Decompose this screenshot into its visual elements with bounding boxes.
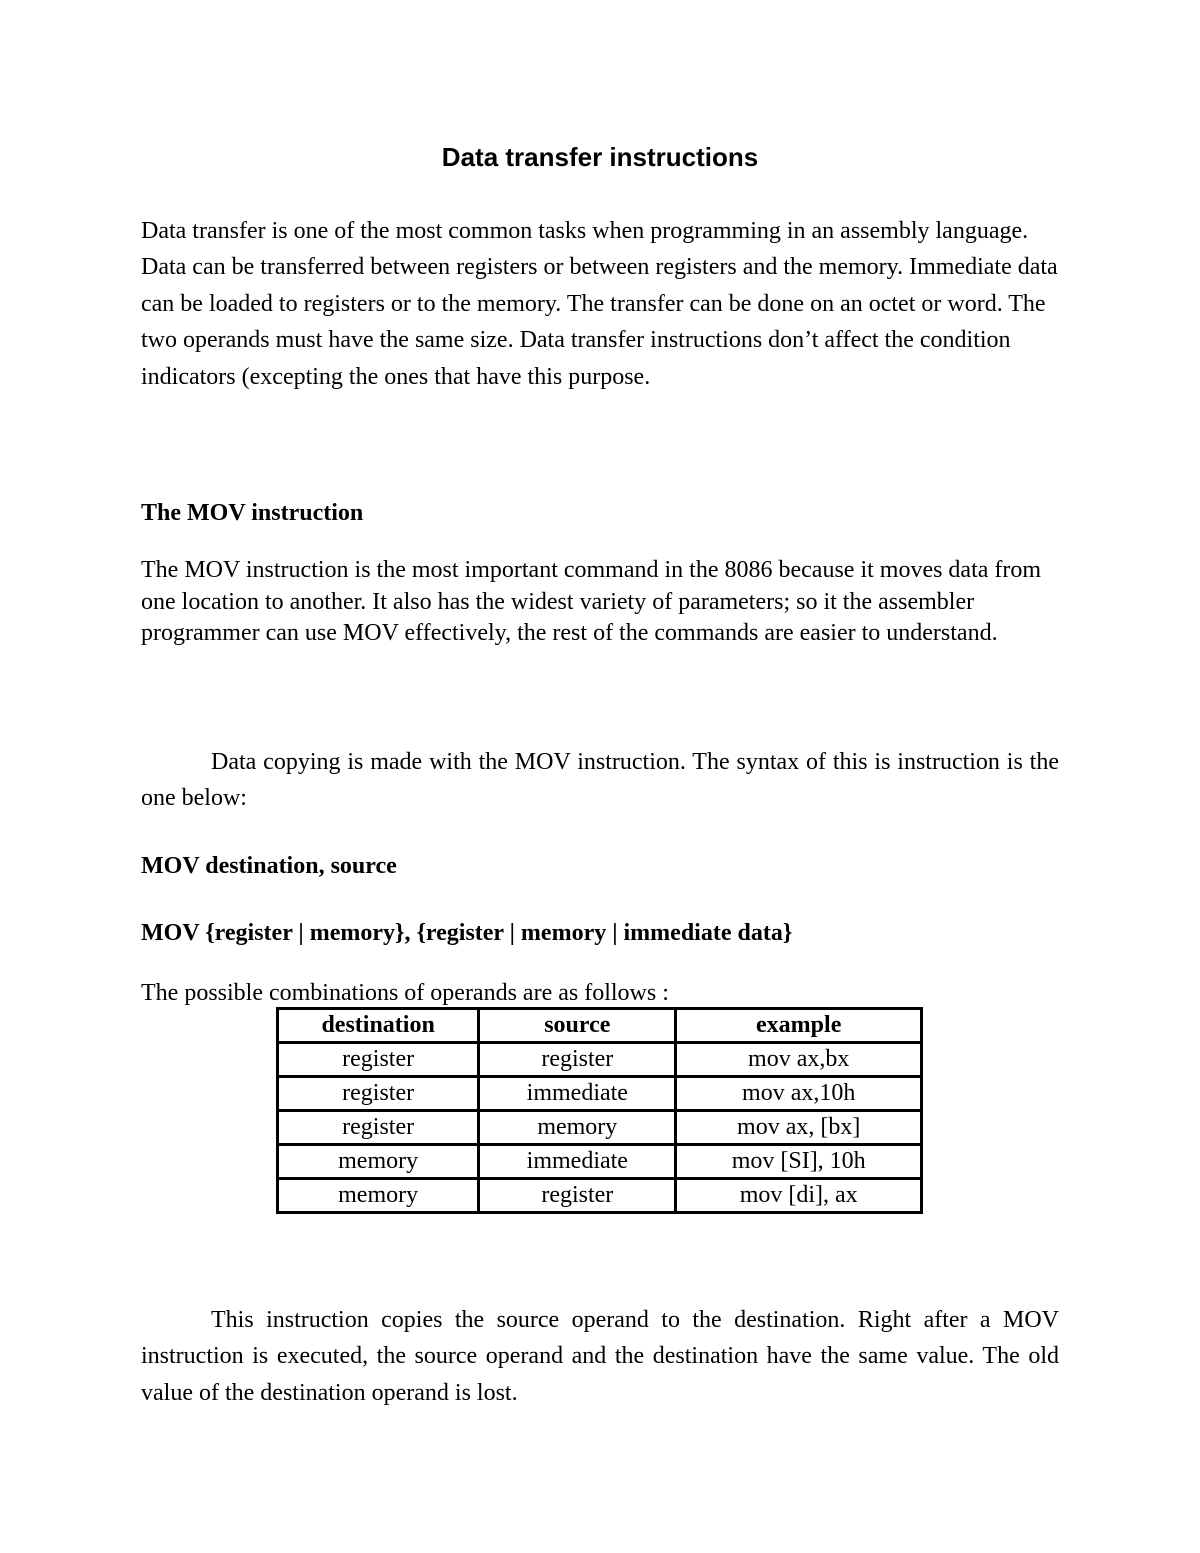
- header-source: source: [479, 1009, 676, 1043]
- mov-section-heading: The MOV instruction: [141, 500, 364, 526]
- cell-example: mov ax,bx: [676, 1043, 922, 1077]
- syntax-line-detailed: MOV {register | memory}, {register | memory | immediate data}: [141, 920, 793, 946]
- cell-destination: memory: [278, 1179, 479, 1213]
- table-intro: The possible combinations of operands are as follows :: [141, 980, 669, 1006]
- table-row: [278, 1077, 922, 1111]
- header-example: example: [676, 1009, 922, 1043]
- operand-combinations-table: [276, 1007, 923, 1214]
- intro-paragraph: Data transfer is one of the most common tasks when programming in an assembly language. Data can be transferred between registers or between registers and the memory. Immediate data can be loaded to registers or to the memory. The transfer can be done on an octet or word. The two operands must have the same size. Data transfer instructions don’t affect the condition indicators (excepting the ones that have this purpose.: [141, 218, 1058, 390]
- table-row: [278, 1179, 922, 1213]
- table-row: [278, 1145, 922, 1179]
- cell-example: mov [di], ax: [676, 1179, 922, 1213]
- page-title: Data transfer instructions: [441, 142, 759, 172]
- cell-source: memory: [479, 1111, 676, 1145]
- cell-source: immediate: [479, 1077, 676, 1111]
- header-destination: destination: [278, 1009, 479, 1043]
- cell-example: mov [SI], 10h: [676, 1145, 922, 1179]
- cell-destination: register: [278, 1111, 479, 1145]
- table-header-row: [278, 1009, 922, 1043]
- cell-destination: register: [278, 1077, 479, 1111]
- cell-source: register: [479, 1179, 676, 1213]
- cell-example: mov ax, [bx]: [676, 1111, 922, 1145]
- cell-source: register: [479, 1043, 676, 1077]
- mov-paragraph: The MOV instruction is the most important command in the 8086 because it moves data from one location to another. It also has the widest variety of parameters; so it the assembler programmer can use MOV effectively, the rest of the commands are easier to understand.: [141, 557, 1042, 646]
- cell-source: immediate: [479, 1145, 676, 1179]
- syntax-line-basic: MOV destination, source: [141, 853, 397, 879]
- cell-destination: memory: [278, 1145, 479, 1179]
- table-row: [278, 1111, 922, 1145]
- copy-paragraph: Data copying is made with the MOV instruction. The syntax of this is instruction is the one below:: [141, 749, 1059, 811]
- closing-paragraph: This instruction copies the source operand to the destination. Right after a MOV instruction is executed, the source operand and the destination have the same value. The old value of the destination operand is lost.: [141, 1307, 1059, 1406]
- cell-example: mov ax,10h: [676, 1077, 922, 1111]
- table-row: [278, 1043, 922, 1077]
- cell-destination: register: [278, 1043, 479, 1077]
